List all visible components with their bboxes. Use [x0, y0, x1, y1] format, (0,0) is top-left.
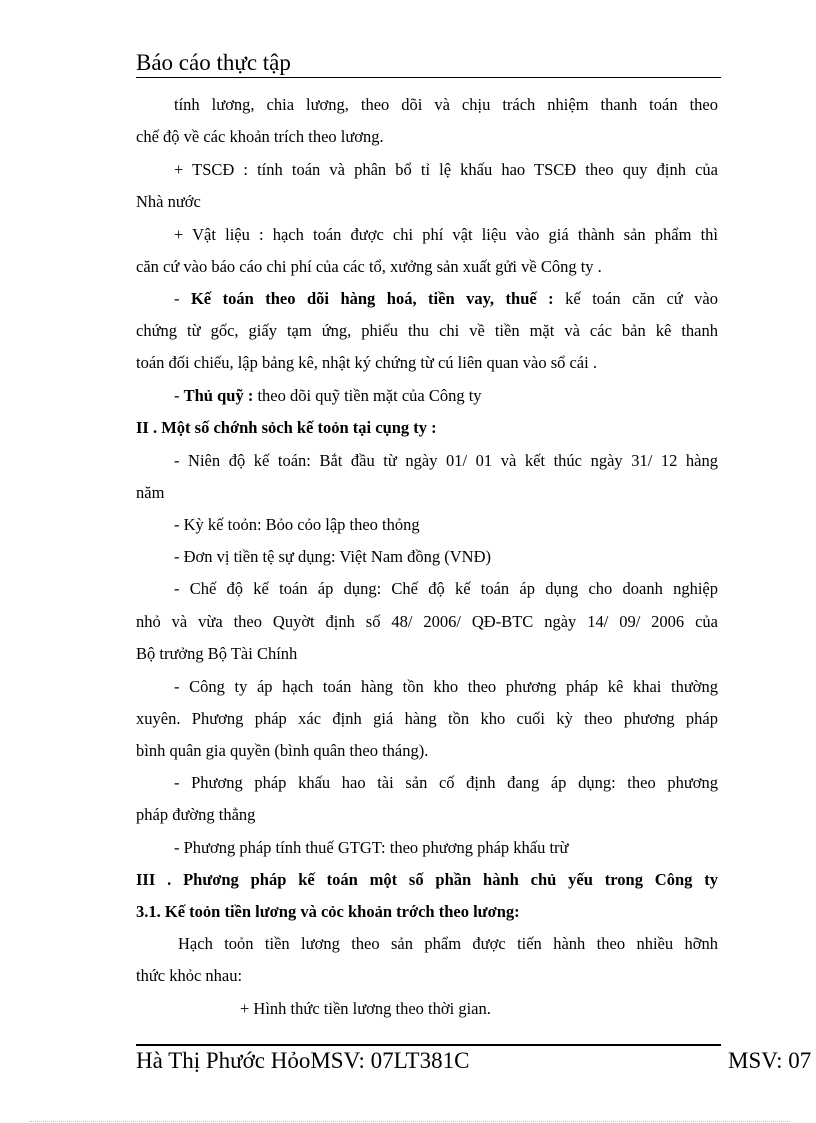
text-line: - Niên độ kế toán: Bắt đầu từ ngày 01/ 01 và kết thúc ngày 31/ 12 hàng [174, 451, 718, 470]
bold-heading: Kế toán theo dõi hàng hoá, tiền vay, thuế : [190, 289, 554, 308]
text-line: - Phương pháp tính thuế GTGT: theo phương pháp khấu trừ [174, 838, 569, 857]
text-line [136, 417, 437, 439]
text-line: thức khỏc nhau: [136, 966, 243, 985]
text-line: - Đơn vị tiền tệ sự dụng: Việt Nam đồng (VNĐ) [174, 547, 491, 566]
text-line [174, 288, 718, 310]
text-line: tính lương, chia lương, theo dõi và chịu trách nhiệm thanh toán theo [174, 95, 718, 114]
text-line: - Chế độ kế toán áp dụng: Chế độ kế toán áp dụng cho doanh nghiệp [174, 579, 718, 598]
line-text: theo dõi quỹ tiền mặt của Công ty [253, 386, 482, 405]
text-line [136, 869, 718, 891]
text-line: - Phương pháp khấu hao tài sản cố định đang áp dụng: theo phương [174, 773, 718, 792]
text-line [174, 385, 482, 407]
bold-heading: 3.1. Kế toỏn tiền lương và cỏc khoản trớch theo lương: [136, 902, 520, 921]
line-prefix: - [174, 289, 191, 308]
footer-student-id: MSV: 07 [728, 1048, 812, 1073]
header-rule [136, 77, 721, 78]
text-line: chứng từ gốc, giấy tạm ứng, phiếu thu chi về tiền mặt và các bản kê thanh [136, 321, 718, 340]
bold-heading: Thủ quỹ : [183, 386, 254, 405]
text-line: căn cứ vào báo cáo chi phí của các tổ, xưởng sản xuất gửi về Công ty . [136, 257, 602, 276]
text-line: pháp đường thẳng [136, 805, 256, 824]
text-line: bình quân gia quyền (bình quân theo tháng). [136, 741, 429, 760]
bold-heading: III . Phương pháp kế toán một số phần hành chủ yếu trong Công ty [136, 870, 718, 889]
text-line [136, 901, 520, 923]
text-line: Bộ trưởng Bộ Tài Chính [136, 644, 298, 663]
text-line: Hạch toỏn tiền lương theo sản phẩm được tiến hành theo nhiều hỡnh [178, 934, 718, 953]
text-line: + Vật liệu : hạch toán được chi phí vật liệu vào giá thành sản phẩm thì [174, 225, 718, 244]
bold-heading: II . Một số chớnh sỏch kế toỏn tại cụng ty : [136, 418, 437, 437]
line-prefix: - [174, 386, 184, 405]
text-line: + Hình thức tiền lương theo thời gian. [240, 999, 491, 1018]
text-line: năm [136, 483, 165, 502]
footer-author: Hà Thị Phước HỏoMSV: 07LT381C [136, 1048, 470, 1073]
text-line: - Công ty áp hạch toán hàng tồn kho theo phương pháp kê khai thường [174, 677, 718, 696]
text-line: chế độ về các khoản trích theo lương. [136, 127, 384, 146]
text-line: + TSCĐ : tính toán và phân bổ tỉ lệ khấu hao TSCĐ theo quy định của [174, 160, 718, 179]
page-edge [30, 1121, 790, 1122]
text-line: Nhà nước [136, 192, 201, 211]
text-line: toán đối chiếu, lập bảng kê, nhật ký chứng từ cú liên quan vào sổ cái . [136, 353, 597, 372]
line-text: kế toán căn cứ vào [553, 289, 718, 308]
text-line: nhỏ và vừa theo Quyờt định số 48/ 2006/ QĐ-BTC ngày 14/ 09/ 2006 của [136, 612, 718, 631]
text-line: xuyên. Phương pháp xác định giá hàng tồn kho cuối kỳ theo phương pháp [136, 709, 718, 728]
text-line: - Kỳ kế toỏn: Bỏo cỏo lập theo thỏng [174, 515, 420, 534]
page-header-title: Báo cáo thực tập [136, 50, 291, 75]
